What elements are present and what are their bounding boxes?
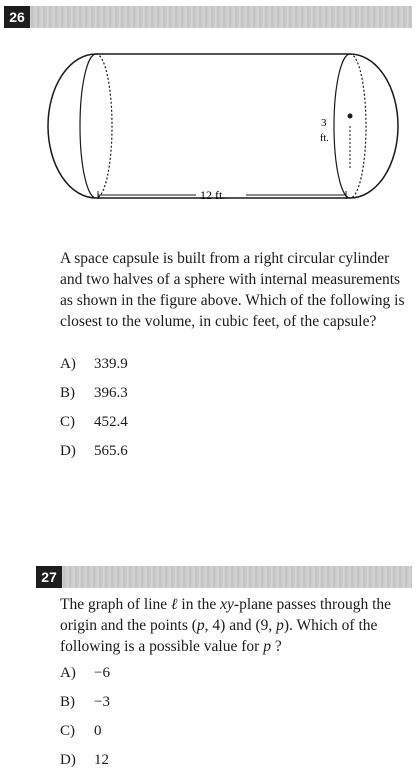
capsule-diagram <box>40 44 400 204</box>
question-number: 26 <box>4 6 30 28</box>
question-27-stem: The graph of line ℓ in the xy-plane passes through the origin and the points (p, 4) and (9, p). Which of the following is a possible value for p ? <box>60 596 392 655</box>
choice-b[interactable]: B) 396.3 <box>60 385 128 401</box>
radius-label-number: 3 <box>321 117 327 129</box>
choice-d[interactable]: D) 12 <box>60 752 109 768</box>
choice-a[interactable]: A) 339.9 <box>60 356 128 372</box>
question-26-header <box>4 6 412 28</box>
capsule-figure <box>40 44 400 204</box>
choice-a[interactable]: A) −6 <box>60 665 110 681</box>
choice-d[interactable]: D) 565.6 <box>60 443 128 459</box>
choice-b[interactable]: B) −3 <box>60 694 110 710</box>
radius-label-unit: ft. <box>320 133 329 144</box>
choice-c[interactable]: C) 452.4 <box>60 414 128 430</box>
length-label: 12 ft. <box>200 188 226 202</box>
question-number: 27 <box>36 566 62 588</box>
question-26-choices <box>60 350 128 466</box>
question-26-stem: A space capsule is built from a right circular cylinder and two halves of a sphere with internal measurements as shown in the figure above. Which of the following is closest to the volume, in cubic feet, of the capsule? <box>60 250 405 330</box>
choice-c[interactable]: C) 0 <box>60 723 102 739</box>
question-27-choices <box>60 659 110 775</box>
question-27-header <box>36 566 412 588</box>
